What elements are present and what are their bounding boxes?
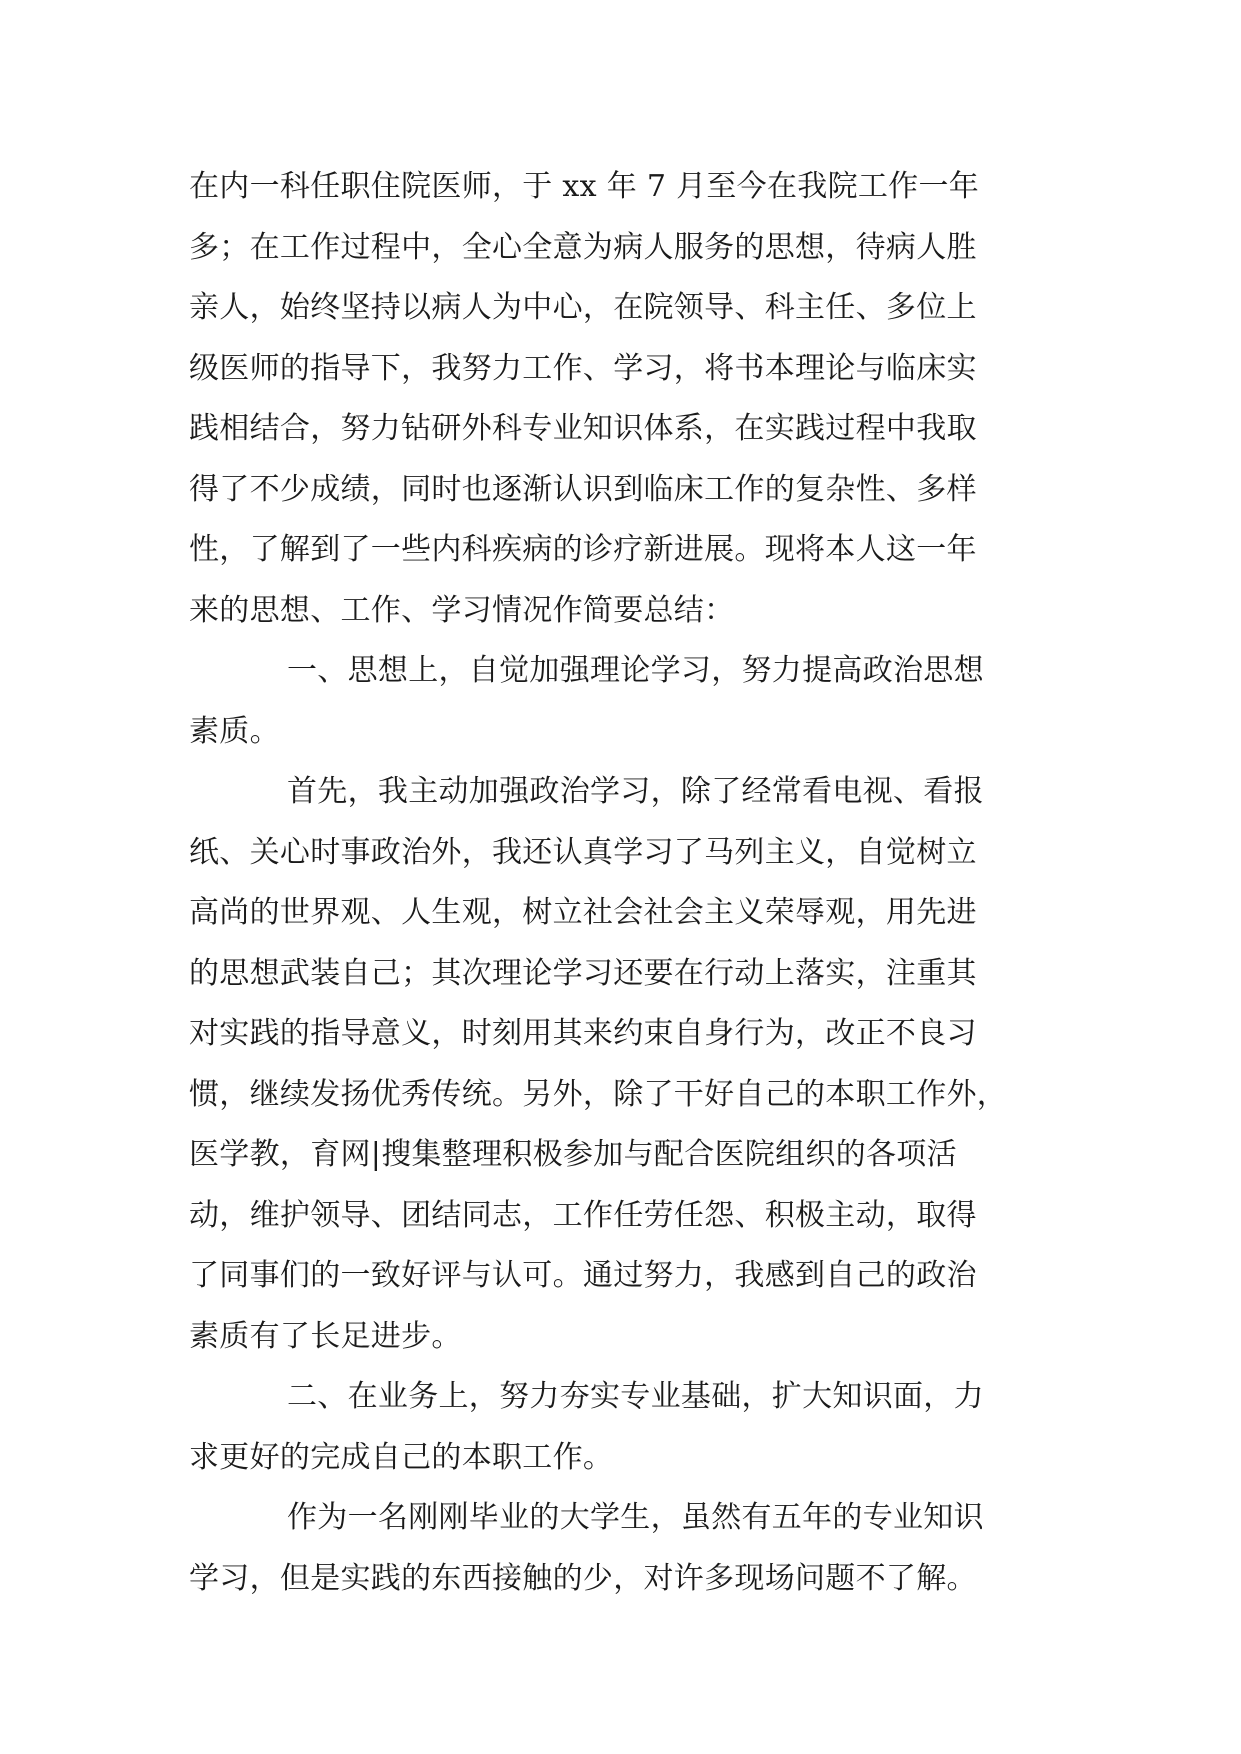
- text-line: 对实践的指导意义，时刻用其来约束自身行为，改正不良习: [189, 1016, 977, 1051]
- paragraph-start: 首先，我主动加强政治学习，除了经常看电视、看报: [287, 774, 984, 809]
- text-line: 来的思想、工作、学习情况作简要总结：: [189, 592, 735, 628]
- paragraph-start: 作为一名刚刚毕业的大学生，虽然有五年的专业知识: [287, 1500, 984, 1535]
- text-line: 惯，继续发扬优秀传统。另外，除了干好自己的本职工作外，: [189, 1076, 1008, 1112]
- text-line: 在内一科任职住院医师，于 xx 年 7 月至今在我院工作一年: [189, 169, 980, 204]
- text-line: 多；在工作过程中，全心全意为病人服务的思想，待病人胜: [189, 229, 977, 265]
- text-line: 动，维护领导、团结同志，工作任劳任怨、积极主动，取得: [189, 1197, 977, 1233]
- text-line: 纸、关心时事政治外，我还认真学习了马列主义，自觉树立: [189, 834, 977, 870]
- text-line: 级医师的指导下，我努力工作、学习，将书本理论与临床实: [189, 350, 977, 386]
- text-line: 的思想武装自己；其次理论学习还要在行动上落实，注重其: [189, 955, 977, 991]
- text-line: 亲人，始终坚持以病人为中心，在院领导、科主任、多位上: [189, 290, 977, 325]
- text-line: 践相结合，努力钻研外科专业知识体系，在实践过程中我取: [189, 411, 977, 446]
- text-line: 学习，但是实践的东西接触的少，对许多现场问题不了解。: [189, 1560, 977, 1596]
- text-line: 医学教，育网|搜集整理积极参加与配合医院组织的各项活: [189, 1137, 957, 1172]
- section-heading-2-cont: 求更好的完成自己的本职工作。: [189, 1439, 614, 1475]
- section-heading-1: 一、思想上，自觉加强理论学习，努力提高政治思想: [287, 653, 984, 688]
- text-line: 得了不少成绩，同时也逐渐认识到临床工作的复杂性、多样: [189, 471, 977, 507]
- text-line: 素质有了长足进步。: [189, 1318, 462, 1354]
- section-heading-2: 二、在业务上，努力夯实专业基础，扩大知识面，力: [287, 1379, 984, 1414]
- section-heading-1-cont: 素质。: [189, 713, 280, 749]
- body-text: [189, 157, 1061, 1609]
- text-line: 了同事们的一致好评与认可。通过努力，我感到自己的政治: [189, 1258, 977, 1293]
- text-line: 性，了解到了一些内科疾病的诊疗新进展。现将本人这一年: [189, 532, 977, 567]
- text-line: 高尚的世界观、人生观，树立社会社会主义荣辱观，用先进: [189, 895, 977, 930]
